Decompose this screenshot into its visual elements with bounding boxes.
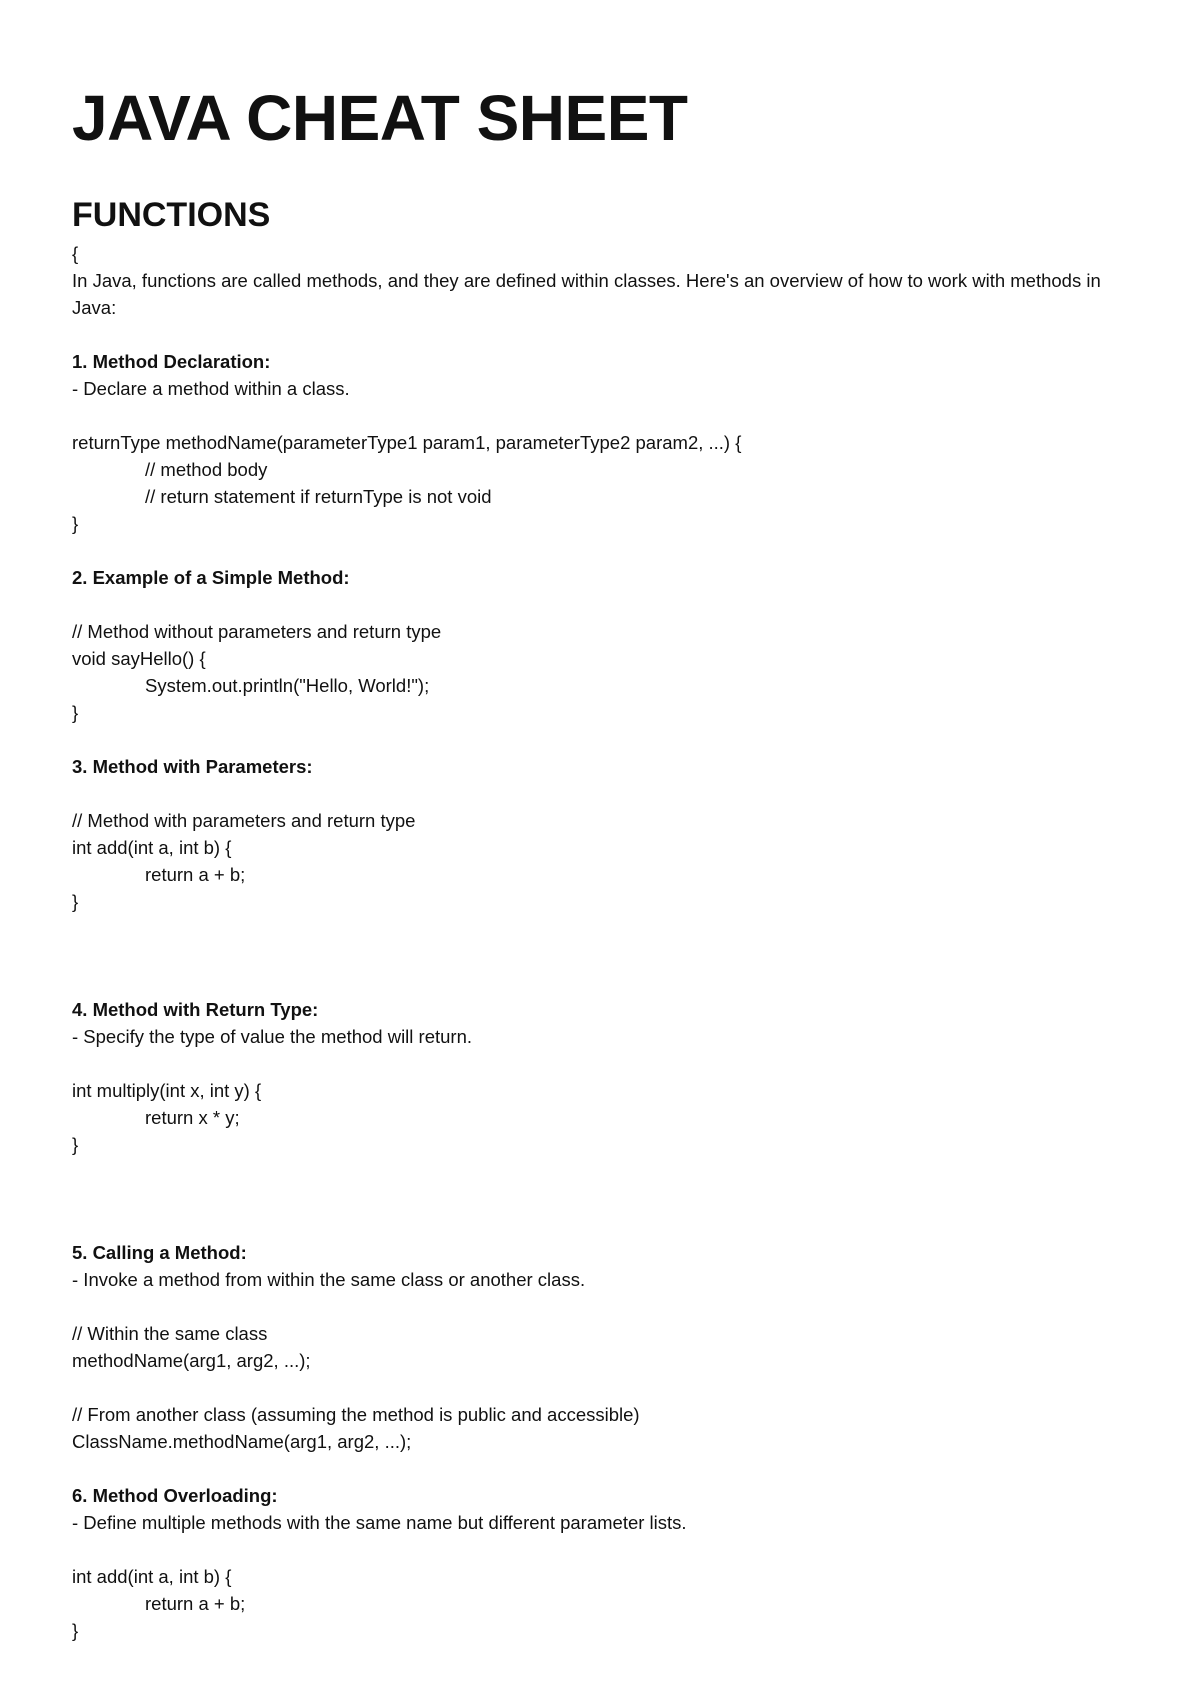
code-brace-line: } xyxy=(72,891,79,912)
code-brace-line: } xyxy=(72,1620,79,1641)
document-body xyxy=(72,240,1132,1644)
blank-line xyxy=(72,402,1132,429)
description-line: - Declare a method within a class. xyxy=(72,378,350,399)
code-comment-line: // Method without parameters and return type xyxy=(72,621,442,642)
code-brace-line: } xyxy=(72,513,79,534)
blank-line xyxy=(72,591,1132,618)
code-line-indented: return a + b; xyxy=(145,864,246,885)
blank-line xyxy=(72,915,1132,942)
code-line: int add(int a, int b) { xyxy=(72,837,232,858)
code-line-indented: System.out.println("Hello, World!"); xyxy=(145,675,430,696)
blank-line xyxy=(72,1536,1132,1563)
code-line: int add(int a, int b) { xyxy=(72,1566,232,1587)
blank-line xyxy=(72,1212,1132,1239)
code-line: void sayHello() { xyxy=(72,648,206,669)
subsection-heading: 3. Method with Parameters: xyxy=(72,756,313,777)
code-line: ClassName.methodName(arg1, arg2, ...); xyxy=(72,1431,412,1452)
code-line: int multiply(int x, int y) { xyxy=(72,1080,262,1101)
blank-line xyxy=(72,1374,1132,1401)
blank-line xyxy=(72,1455,1132,1482)
code-brace-line: } xyxy=(72,1134,79,1155)
blank-line xyxy=(72,321,1132,348)
description-line: - Specify the type of value the method will return. xyxy=(72,1026,473,1047)
code-brace-line: } xyxy=(72,702,79,723)
code-line-indented: // return statement if returnType is not void xyxy=(145,486,492,507)
subsection-heading: 6. Method Overloading: xyxy=(72,1485,278,1506)
code-line-indented: return x * y; xyxy=(145,1107,240,1128)
blank-line xyxy=(72,942,1132,969)
document-content xyxy=(72,80,1132,1641)
code-line-indented: return a + b; xyxy=(145,1593,246,1614)
code-line: returnType methodName(parameterType1 param1, parameterType2 param2, ...) { xyxy=(72,432,742,453)
blank-line xyxy=(72,1050,1132,1077)
blank-line xyxy=(72,537,1132,564)
blank-line xyxy=(72,1293,1132,1320)
subsection-heading: 2. Example of a Simple Method: xyxy=(72,567,350,588)
document-title: JAVA CHEAT SHEET xyxy=(72,82,688,154)
blank-line xyxy=(72,780,1132,807)
code-line: methodName(arg1, arg2, ...); xyxy=(72,1350,311,1371)
section-title: FUNCTIONS xyxy=(72,196,271,234)
subsection-heading: 5. Calling a Method: xyxy=(72,1242,247,1263)
description-line: - Define multiple methods with the same name but different parameter lists. xyxy=(72,1512,687,1533)
code-comment-line: // Method with parameters and return type xyxy=(72,810,416,831)
blank-line xyxy=(72,726,1132,753)
subsection-heading: 4. Method with Return Type: xyxy=(72,999,319,1020)
subsection-heading: 1. Method Declaration: xyxy=(72,351,271,372)
blank-line xyxy=(72,1158,1132,1185)
code-line-indented: // method body xyxy=(145,459,268,480)
code-comment-line: // Within the same class xyxy=(72,1323,268,1344)
blank-line xyxy=(72,969,1132,996)
intro-paragraph: In Java, functions are called methods, and they are defined within classes. Here's an overview of how to work with methods in Java: xyxy=(72,270,1101,318)
blank-line xyxy=(72,1185,1132,1212)
code-comment-line: // From another class (assuming the method is public and accessible) xyxy=(72,1404,640,1425)
code-brace-line: { xyxy=(72,243,79,264)
description-line: - Invoke a method from within the same class or another class. xyxy=(72,1269,586,1290)
